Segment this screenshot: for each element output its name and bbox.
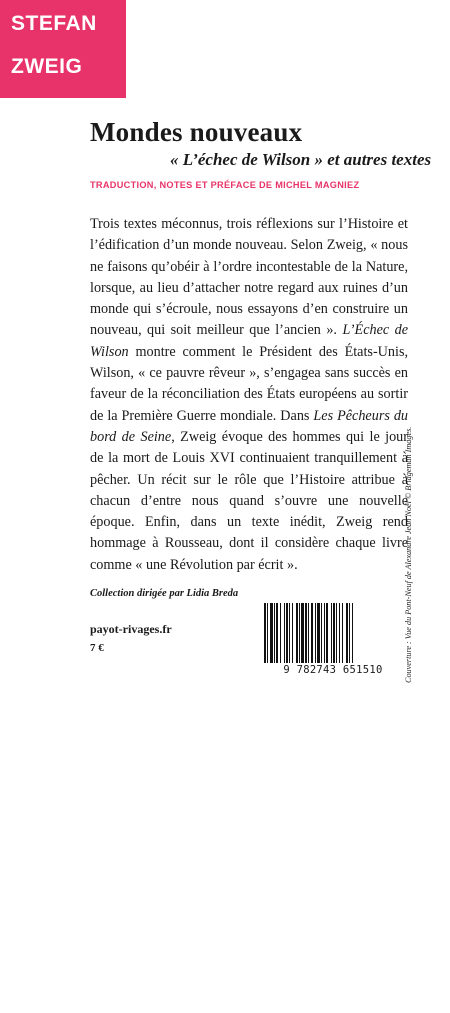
barcode-bar — [331, 603, 332, 663]
publisher-website: payot-rivages.fr — [90, 622, 172, 636]
barcode-bar — [346, 603, 348, 663]
barcode-bar — [315, 603, 316, 663]
barcode-bar — [336, 603, 337, 663]
barcode-bar — [286, 603, 288, 663]
price: 7 € — [90, 642, 104, 654]
barcode-bar — [352, 603, 353, 663]
blurb-title-pecheurs: Les Pêcheurs du bord de Seine — [90, 407, 409, 445]
barcode-bar — [339, 603, 340, 663]
barcode-bar — [280, 603, 281, 663]
author-band — [0, 0, 126, 98]
barcode-bars — [258, 603, 408, 663]
barcode-bar — [274, 603, 275, 663]
blurb-part-2: montre comment le Président des États-Unis, Wilson, « ce pauvre rêveur », s’engagea sans succès en faveur de la réconciliation des États européens au sortir de la Première Guerre mondiale. Dans — [90, 343, 409, 424]
barcode-bar — [284, 603, 285, 663]
blurb — [90, 214, 408, 576]
barcode-bar — [342, 603, 343, 663]
barcode-bar — [321, 603, 322, 663]
barcode-bar — [326, 603, 328, 663]
author-last-name: ZWEIG — [11, 55, 83, 78]
book-title: Mondes nouveaux — [90, 117, 303, 147]
author-first-name: STEFAN — [11, 12, 97, 35]
blurb-part-3: , Zweig évoque des hommes qui le jour de la mort de Louis XVI continuaient tranquillement à pêcher. Un récit sur le rôle que l’Histoire attribue à chacun d’entre nous quand s’ouvre une nouvelle époque. Enfin, dans un texte inédit, Zweig rend hommage à Rousseau, dont il considère chaque livre comme « une Révolution par écrit ». — [90, 428, 408, 573]
blurb-part-1: Trois textes méconnus, trois réflexions sur l’Histoire et l’édification d’un monde nouveau. Selon Zweig, « nous ne faisons qu’obéir à l’ordre incontestable de la Nature, lorsque, au lieu d’attacher notre regard aux ruines d’un monde qui s’écroule, nous essayons d’en construire un nouveau, qui soit meilleur que l’ancien ». — [90, 216, 408, 339]
barcode-bar — [299, 603, 300, 663]
cover-credit: Couverture : Vue du Pont-Neuf de Alexandre Jean Noël © Bridgeman Images. — [404, 426, 413, 683]
barcode-bar — [311, 603, 313, 663]
barcode-bar — [349, 603, 350, 663]
cover-credit-wrap — [404, 426, 418, 1013]
barcode-bar — [289, 603, 290, 663]
barcode-bar — [296, 603, 298, 663]
barcode-bar — [292, 603, 293, 663]
barcode-bar — [333, 603, 335, 663]
barcode-bar — [267, 603, 268, 663]
barcode-bar — [308, 603, 309, 663]
translator-credit: TRADUCTION, NOTES ET PRÉFACE DE MICHEL MAGNIEZ — [90, 180, 360, 190]
isbn-barcode — [258, 603, 408, 679]
barcode-bar — [270, 603, 273, 663]
barcode-bar — [305, 603, 307, 663]
barcode-bar — [317, 603, 320, 663]
barcode-bar — [264, 603, 266, 663]
collection-credit: Collection dirigée par Lidia Breda — [90, 588, 239, 599]
book-subtitle: « L’échec de Wilson » et autres textes — [170, 150, 432, 169]
blurb-title-wilson: L’Échec de Wilson — [90, 322, 409, 360]
barcode-bar — [301, 603, 304, 663]
barcode-bar — [276, 603, 278, 663]
isbn-digits: 9 782743 651510 — [283, 664, 383, 676]
barcode-bar — [324, 603, 325, 663]
